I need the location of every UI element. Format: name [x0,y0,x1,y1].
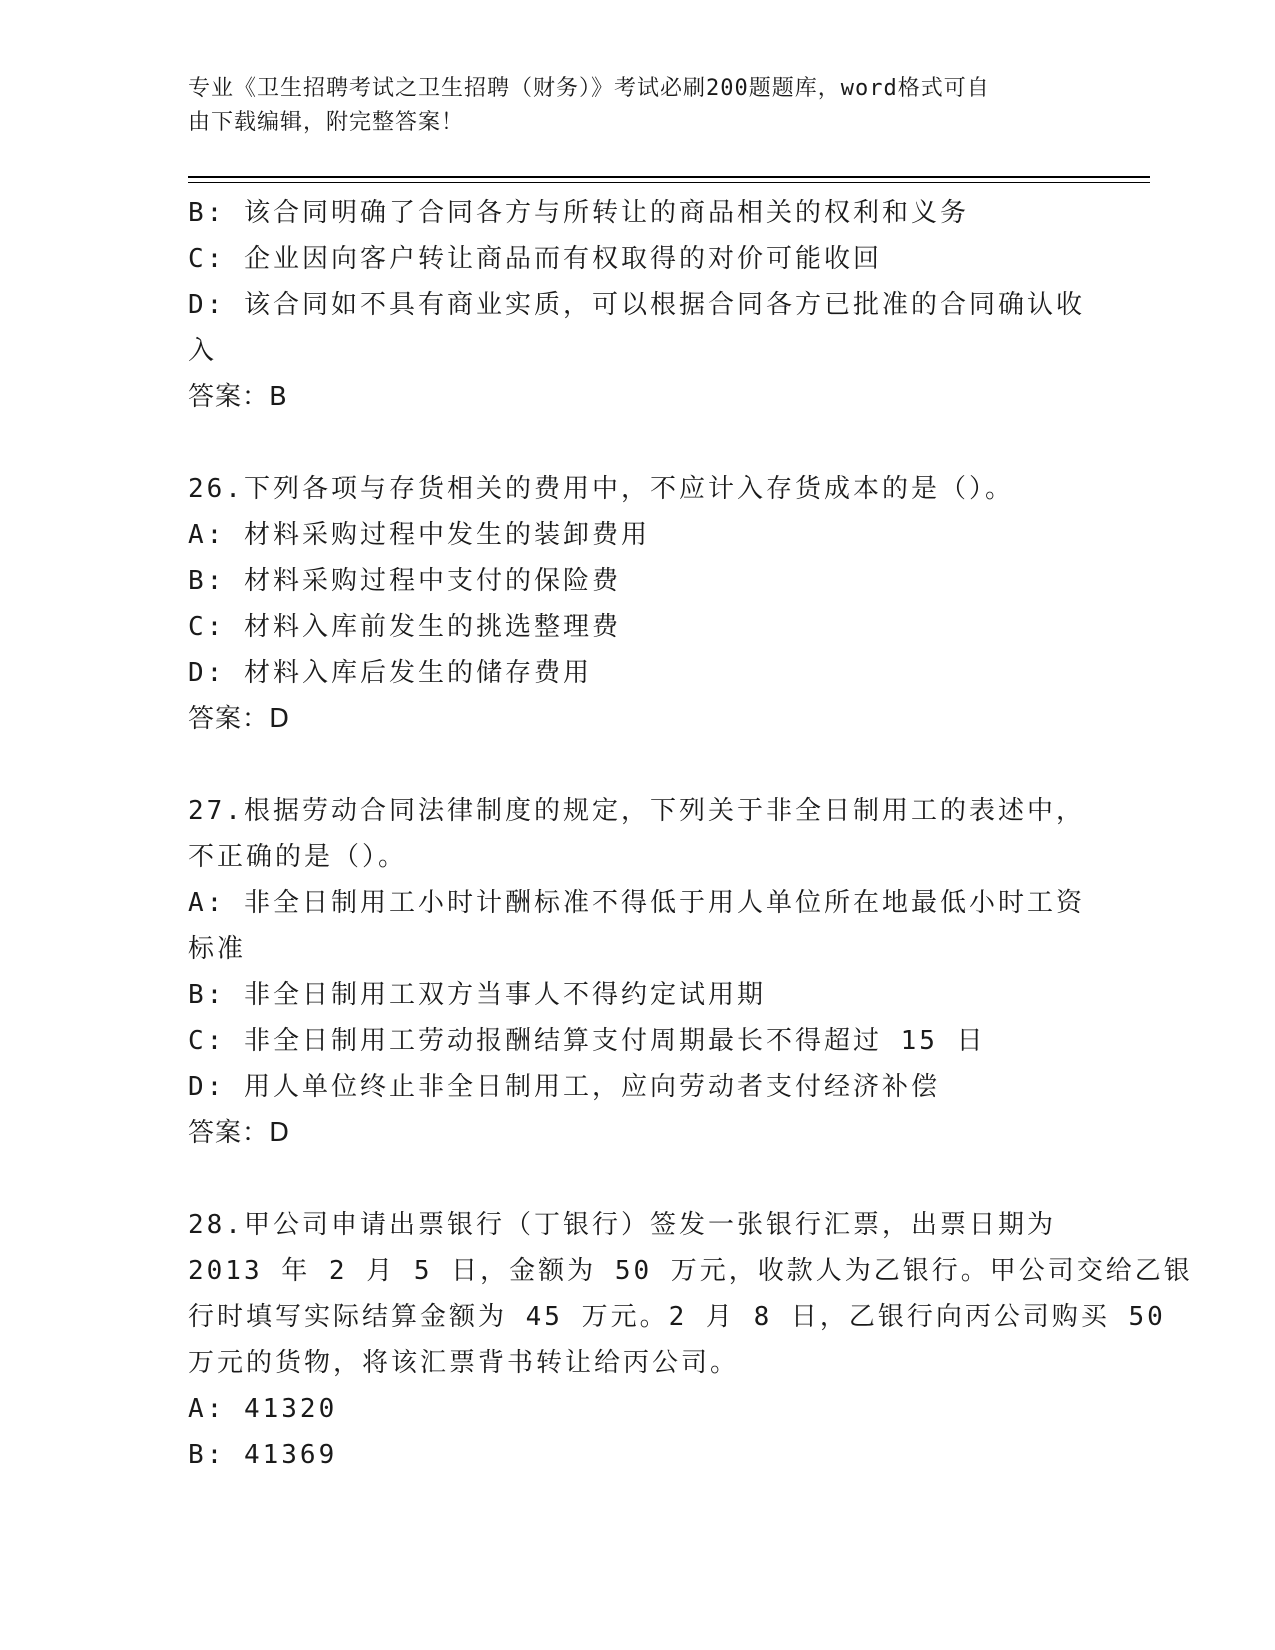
header-line-2: 由下载编辑，附完整答案！ [188,110,465,135]
option-b: B: 材料采购过程中支付的保险费 [188,566,621,596]
option-b: B: 非全日制用工双方当事人不得约定试用期 [188,980,766,1010]
option-b: B: 41369 [188,1440,338,1470]
answer: 答案：D [188,1118,291,1148]
question-28 [188,1202,1193,1478]
question-stem: 27.根据劳动合同法律制度的规定，下列关于非全日制用工的表述中， [188,796,1085,826]
option-d: D: 用人单位终止非全日制用工，应向劳动者支付经济补偿 [188,1072,940,1102]
answer: 答案：D [188,704,291,734]
answer: 答案：B [188,382,288,412]
question-27 [188,788,1088,1156]
option-a-continued: 标准 [188,934,247,964]
document-header [188,72,1088,140]
question-26 [188,466,1088,742]
option-b: B: 该合同明确了合同各方与所转让的商品相关的权利和义务 [188,198,969,228]
question-stem-continued: 不正确的是（）。 [188,842,408,872]
question-stem: 28.甲公司申请出票银行（丁银行）签发一张银行汇票，出票日期为 [188,1210,1056,1240]
option-a: A: 非全日制用工小时计酬标准不得低于用人单位所在地最低小时工资 [188,888,1085,918]
option-c: C: 企业因向客户转让商品而有权取得的对价可能收回 [188,244,882,274]
header-rule-thick [188,176,1150,178]
question-stem-continued: 2013 年 2 月 5 日，金额为 50 万元，收款人为乙银行。甲公司交给乙银 [188,1256,1193,1286]
option-d: D: 该合同如不具有商业实质，可以根据合同各方已批准的合同确认收 [188,290,1085,320]
question-stem-continued: 万元的货物，将该汇票背书转让给丙公司。 [188,1348,740,1378]
option-d: D: 材料入库后发生的储存费用 [188,658,592,688]
question-stem-continued: 行时填写实际结算金额为 45 万元。2 月 8 日，乙银行向丙公司购买 50 [188,1302,1166,1332]
document-body [188,190,1193,1478]
header-rule-thin [188,182,1150,183]
option-d-continued: 入 [188,336,218,366]
option-a: A: 41320 [188,1394,338,1424]
option-c: C: 材料入库前发生的挑选整理费 [188,612,621,642]
question-stem: 26.下列各项与存货相关的费用中，不应计入存货成本的是（）。 [188,474,1014,504]
header-line-1: 专业《卫生招聘考试之卫生招聘（财务）》考试必刷200题题库，word格式可自 [188,76,990,101]
option-c: C: 非全日制用工劳动报酬结算支付周期最长不得超过 15 日 [188,1026,986,1056]
option-a: A: 材料采购过程中发生的装卸费用 [188,520,650,550]
question-25-tail [188,190,1088,420]
